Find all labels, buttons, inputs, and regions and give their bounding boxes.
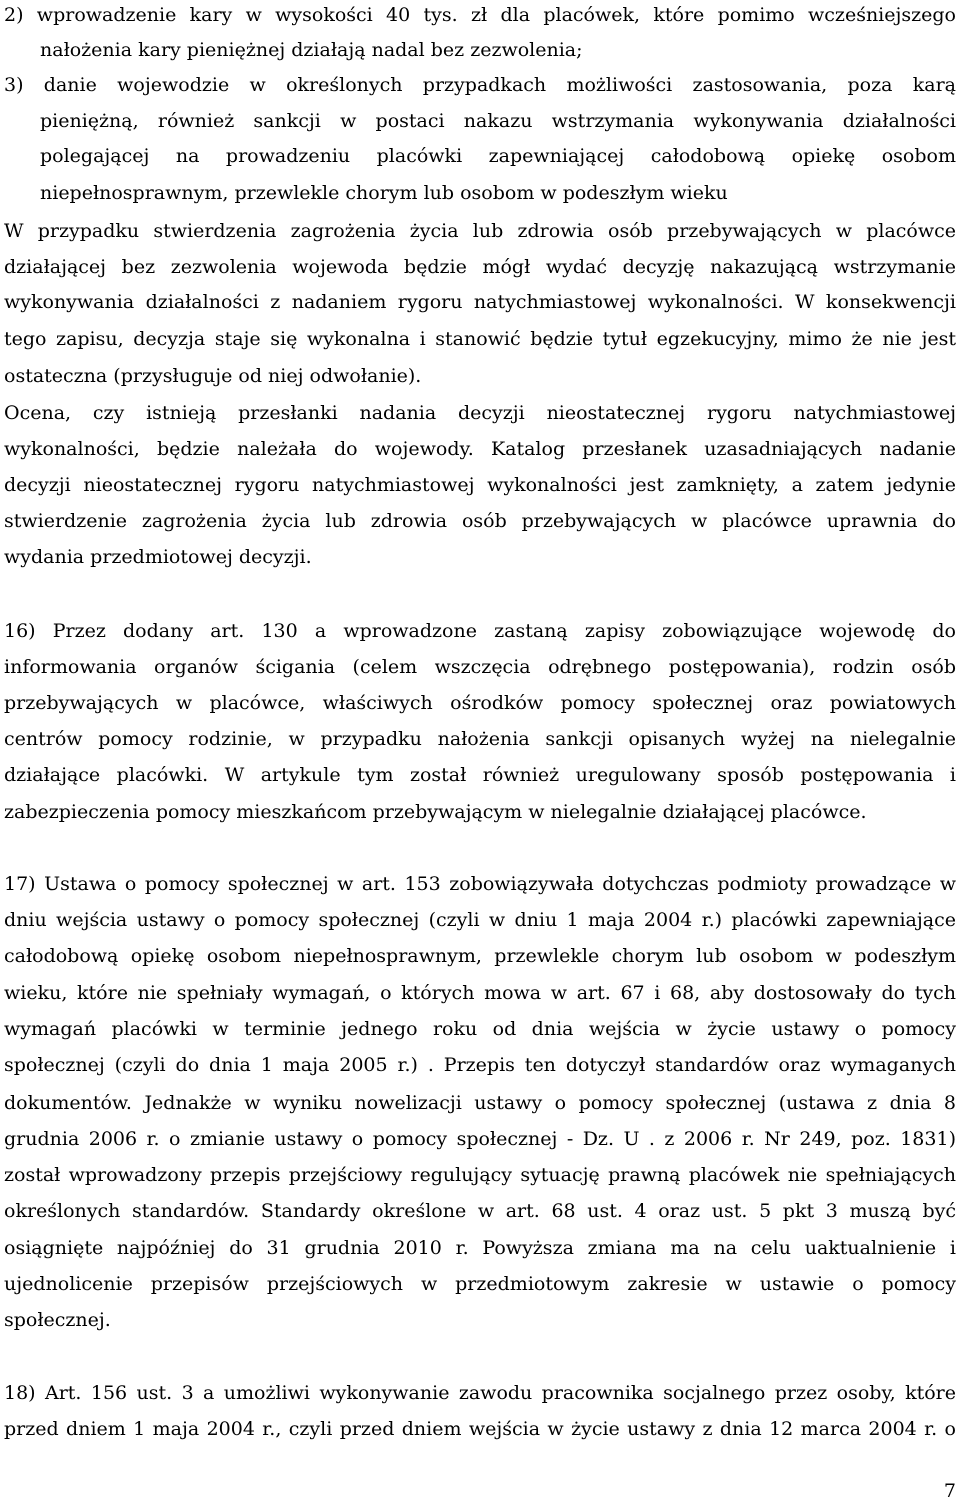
text-line: dokumentów. Jednakże w wyniku nowelizacji ustawy o pomocy społecznej (ustawa z dnia 8 bbox=[4, 1092, 956, 1114]
text-line: Ocena, czy istnieją przesłanki nadania decyzji nieostatecznej rygoru natychmiastowej bbox=[4, 402, 956, 424]
text-line: nałożenia kary pieniężnej działają nadal bez zezwolenia; bbox=[40, 39, 583, 61]
text-line: został wprowadzony przepis przejściowy regulujący sytuację prawną placówek nie spełniających bbox=[4, 1164, 956, 1186]
text-line: ostateczna (przysługuje od niej odwołanie). bbox=[4, 365, 422, 387]
text-line: całodobową opiekę osobom niepełnosprawnym, przewlekle chorym lub osobom w podeszłym bbox=[4, 945, 956, 967]
text-line: tego zapisu, decyzja staje się wykonalna i stanowić będzie tytuł egzekucyjny, mimo że nie jest bbox=[4, 328, 956, 350]
text-line: określonych standardów. Standardy określone w art. 68 ust. 4 oraz ust. 5 pkt 3 muszą być bbox=[4, 1200, 956, 1222]
text-line: przed dniem 1 maja 2004 r., czyli przed dniem wejścia w życie ustawy z dnia 12 marca 2004 r. o bbox=[4, 1418, 956, 1440]
text-line: wykonywania działalności z nadaniem rygoru natychmiastowej wykonalności. W konsekwencji bbox=[4, 291, 956, 313]
text-line: polegającej na prowadzeniu placówki zapewniającej całodobową opiekę osobom bbox=[40, 145, 956, 167]
text-line: wieku, które nie spełniały wymagań, o których mowa w art. 67 i 68, aby dostosowały do tych bbox=[4, 982, 956, 1004]
text-line: 16) Przez dodany art. 130 a wprowadzone zastaną zapisy zobowiązujące wojewodę do bbox=[4, 620, 956, 642]
text-line: działającej bez zezwolenia wojewoda będzie mógł wydać decyzję nakazującą wstrzymanie bbox=[4, 256, 956, 278]
text-line: dniu wejścia ustawy o pomocy społecznej (czyli w dniu 1 maja 2004 r.) placówki zapewniające bbox=[4, 909, 956, 931]
text-line: decyzji nieostatecznej rygoru natychmiastowej wykonalności jest zamknięty, a zatem jedynie bbox=[4, 474, 956, 496]
text-line: niepełnosprawnym, przewlekle chorym lub osobom w podeszłym wieku bbox=[40, 182, 728, 204]
text-line: grudnia 2006 r. o zmianie ustawy o pomocy społecznej - Dz. U . z 2006 r. Nr 249, poz. 1831) bbox=[4, 1128, 956, 1150]
text-line: W przypadku stwierdzenia zagrożenia życia lub zdrowia osób przebywających w placówce bbox=[4, 220, 956, 242]
text-line: społecznej. bbox=[4, 1309, 111, 1331]
text-line: stwierdzenie zagrożenia życia lub zdrowia osób przebywających w placówce uprawnia do bbox=[4, 510, 956, 532]
text-line: działające placówki. W artykule tym został również uregulowany sposób postępowania i bbox=[4, 764, 956, 786]
text-line: wydania przedmiotowej decyzji. bbox=[4, 546, 312, 568]
text-line: przebywających w placówce, właściwych ośrodków pomocy społecznej oraz powiatowych bbox=[4, 692, 956, 714]
text-line: ujednolicenie przepisów przejściowych w przedmiotowym zakresie w ustawie o pomocy bbox=[4, 1273, 956, 1295]
text-line: 3) danie wojewodzie w określonych przypadkach możliwości zastosowania, poza karą bbox=[4, 74, 956, 96]
text-line: zabezpieczenia pomocy mieszkańcom przebywającym w nielegalnie działającej placówce. bbox=[4, 801, 867, 823]
text-line: centrów pomocy rodzinie, w przypadku nałożenia sankcji opisanych wyżej na nielegalnie bbox=[4, 728, 956, 750]
text-line: pieniężną, również sankcji w postaci nakazu wstrzymania wykonywania działalności bbox=[40, 110, 956, 132]
text-line: 17) Ustawa o pomocy społecznej w art. 153 zobowiązywała dotychczas podmioty prowadzące w bbox=[4, 873, 956, 895]
text-line: informowania organów ścigania (celem wszczęcia odrębnego postępowania), rodzin osób bbox=[4, 656, 956, 678]
text-line: osiągnięte najpóźniej do 31 grudnia 2010 r. Powyższa zmiana ma na celu uaktualnienie i bbox=[4, 1237, 956, 1259]
text-line: wykonalności, będzie należała do wojewody. Katalog przesłanek uzasadniających nadanie bbox=[4, 438, 956, 460]
text-line: 18) Art. 156 ust. 3 a umożliwi wykonywanie zawodu pracownika socjalnego przez osoby, które bbox=[4, 1382, 956, 1404]
text-line: 2) wprowadzenie kary w wysokości 40 tys. zł dla placówek, które pomimo wcześniejszego bbox=[4, 4, 956, 26]
text-line: społecznej (czyli do dnia 1 maja 2005 r.) . Przepis ten dotyczył standardów oraz wymaganych bbox=[4, 1054, 956, 1076]
page-number: 7 bbox=[943, 1480, 956, 1502]
text-line: wymagań placówki w terminie jednego roku od dnia wejścia w życie ustawy o pomocy bbox=[4, 1018, 956, 1040]
